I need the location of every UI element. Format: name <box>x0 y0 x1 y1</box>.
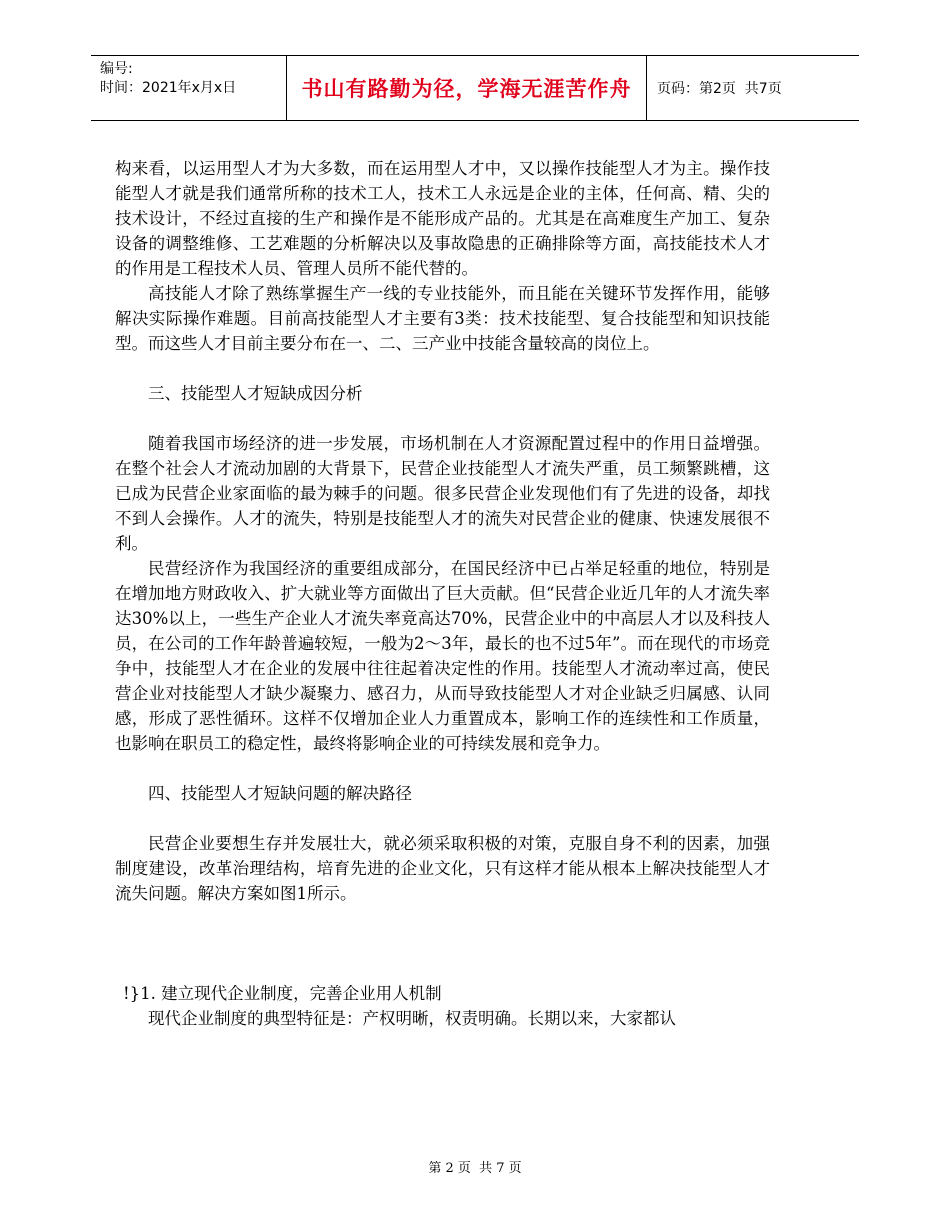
paragraph: 构来看，以运用型人才为大多数，而在运用型人才中，又以操作技能型人才为主。操作技能型人才就是我们通常所称的技术工人，技术工人永远是企业的主体，任何高、精、尖的技术设计，不经过直接的生产和操作是不能形成产品的。尤其是在高难度生产加工、复杂设备的调整维修、工艺难题的分析解决以及事故隐患的正确排除等方面，高技能技术人才的作用是工程技术人员、管理人员所不能代替的。 <box>115 159 770 278</box>
page-footer: 第 2 页 共 7 页 <box>428 1161 522 1176</box>
header-motto: 书山有路勤为径，学海无涯苦作舟 <box>301 77 632 101</box>
document-number-label: 编号: <box>100 61 133 77</box>
paragraph: 民营企业要想生存并发展壮大，就必须采取积极的对策，克服自身不利的因素，加强制度建设，改革治理结构，培育先进的企业文化，只有这样才能从根本上解决技能型人才流失问题。解决方案如图1所示。 <box>115 834 770 903</box>
spacer <box>115 956 770 981</box>
section-heading: 四、技能型人才短缺问题的解决路径 <box>148 784 412 803</box>
paragraph: 民营经济作为我国经济的重要组成部分，在国民经济中已占举足轻重的地位，特别是在增加地方财政收入、扩大就业等方面做出了巨大贡献。但“民营企业近几年的人才流失率达30%以上，一些生产企业人才流失率竟高达70%，民营企业中的中高层人才以及科技人员，在公司的工作年龄普遍较短，一般为2～3年，最长的也不过5年”。而在现代的市场竞争中，技能型人才在企业的发展中往往起着决定性的作用。技能型人才流动率过高，使民营企业对技能型人才缺少凝聚力、感召力，从而导致技能型人才对企业缺乏归属感、认同感，形成了恶性循环。这样不仅增加企业人力重置成本，影响工作的连续性和工作质量，也影响在职员工的稳定性，最终将影响企业的可持续发展和竞争力。 <box>115 559 770 753</box>
paragraph: 高技能人才除了熟练掌握生产一线的专业技能外，而且能在关键环节发挥作用，能够解决实际操作难题。目前高技能型人才主要有3类：技术技能型、复合技能型和知识技能型。而这些人才目前主要分布在一、二、三产业中技能含量较高的岗位上。 <box>115 284 770 353</box>
subsection-heading: !}1. 建立现代企业制度，完善企业用人机制 <box>123 984 442 1003</box>
page-header <box>91 55 859 121</box>
header-divider <box>646 56 647 120</box>
document-body <box>115 156 770 1031</box>
paragraph: 随着我国市场经济的进一步发展，市场机制在人才资源配置过程中的作用日益增强。在整个社会人才流动加剧的大背景下，民营企业技能型人才流失严重，员工频繁跳槽，这已成为民营企业家面临的最为棘手的问题。很多民营企业发现他们有了先进的设备，却找不到人会操作。人才的流失，特别是技能型人才的流失对民营企业的健康、快速发展很不利。 <box>115 434 770 553</box>
spacer <box>115 406 770 431</box>
paragraph: 现代企业制度的典型特征是：产权明晰，权责明确。长期以来，大家都认 <box>148 1009 676 1028</box>
header-page-info: 页码：第2页 共7页 <box>657 81 782 97</box>
document-time: 时间：2021年x月x日 <box>100 80 237 96</box>
section-heading: 三、技能型人才短缺成因分析 <box>148 384 363 403</box>
spacer <box>115 756 770 781</box>
header-meta <box>100 60 285 98</box>
spacer <box>115 356 770 381</box>
figure-placeholder <box>115 906 770 956</box>
spacer <box>115 806 770 831</box>
